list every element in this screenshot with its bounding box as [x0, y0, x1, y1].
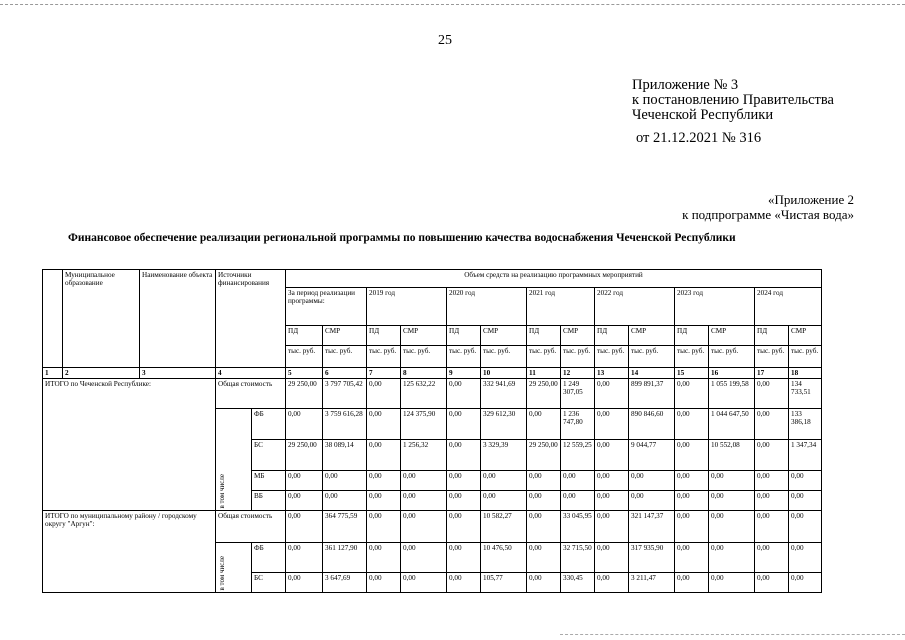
- value-cell: 29 250,00: [527, 379, 561, 409]
- header-year: 2022 год: [595, 288, 675, 326]
- value-cell: 9 044,77: [629, 440, 675, 471]
- value-cell: 0,00: [286, 573, 323, 593]
- in-total-vertical-cell: [216, 409, 252, 511]
- value-cell: 10 582,27: [481, 511, 527, 543]
- column-number: 16: [709, 368, 755, 379]
- value-cell: 0,00: [286, 511, 323, 543]
- value-cell: 0,00: [367, 379, 401, 409]
- header-pd: ПД: [755, 326, 789, 346]
- column-number: 11: [527, 368, 561, 379]
- value-cell: 0,00: [561, 471, 595, 491]
- value-cell: 0,00: [447, 440, 481, 471]
- value-cell: 0,00: [286, 543, 323, 573]
- header-cell: [43, 270, 63, 368]
- header-municipal: Муниципальное образование: [63, 270, 140, 368]
- header-smr: СМР: [481, 326, 527, 346]
- block-republic: [43, 379, 822, 511]
- value-cell: 0,00: [481, 491, 527, 511]
- appendix-2-line: «Приложение 2: [767, 192, 854, 207]
- value-cell: 0,00: [755, 543, 789, 573]
- value-cell: 0,00: [629, 471, 675, 491]
- value-cell: 321 147,37: [629, 511, 675, 543]
- value-cell: 0,00: [675, 471, 709, 491]
- total-row: [43, 511, 822, 543]
- appendix-2-line: к подпрограмме «Чистая вода»: [682, 207, 854, 222]
- column-number: 2: [63, 368, 140, 379]
- header-pd: ПД: [527, 326, 561, 346]
- header-smr: СМР: [629, 326, 675, 346]
- value-cell: 133 386,18: [789, 409, 822, 440]
- value-cell: 0,00: [447, 573, 481, 593]
- value-cell: 0,00: [447, 511, 481, 543]
- value-cell: 0,00: [595, 409, 629, 440]
- value-cell: 329 612,30: [481, 409, 527, 440]
- page-number: 25: [438, 33, 452, 48]
- value-cell: 124 375,90: [401, 409, 447, 440]
- value-cell: 0,00: [709, 471, 755, 491]
- value-cell: 0,00: [675, 573, 709, 593]
- header-year: 2021 год: [527, 288, 595, 326]
- value-cell: 0,00: [675, 440, 709, 471]
- value-cell: 105,77: [481, 573, 527, 593]
- value-cell: 1 347,34: [789, 440, 822, 471]
- block-label: ИТОГО по Чеченской Республике:: [43, 379, 216, 511]
- value-cell: 317 935,90: [629, 543, 675, 573]
- value-cell: 0,00: [755, 471, 789, 491]
- appendix-3-line: Приложение № 3: [632, 77, 739, 93]
- value-cell: 0,00: [755, 491, 789, 511]
- value-cell: 10 552,08: [709, 440, 755, 471]
- header-smr: СМР: [789, 326, 822, 346]
- value-cell: 0,00: [286, 471, 323, 491]
- value-cell: 1 256,32: [401, 440, 447, 471]
- header-smr: СМР: [561, 326, 595, 346]
- source-label: БС: [252, 573, 286, 593]
- value-cell: 1 055 199,58: [709, 379, 755, 409]
- header-source: Источники финансирования: [216, 270, 286, 368]
- value-cell: 1 044 647,50: [709, 409, 755, 440]
- value-cell: 0,00: [595, 379, 629, 409]
- value-cell: 0,00: [367, 471, 401, 491]
- header-unit: тыс. руб.: [367, 346, 401, 368]
- total-label: Общая стоимость: [216, 511, 286, 543]
- in-total-vertical-label: в том числе: [218, 474, 226, 509]
- column-number: 1: [43, 368, 63, 379]
- value-cell: 361 127,90: [323, 543, 367, 573]
- value-cell: 0,00: [367, 543, 401, 573]
- value-cell: 38 089,14: [323, 440, 367, 471]
- value-cell: 12 559,25: [561, 440, 595, 471]
- column-number: 14: [629, 368, 675, 379]
- value-cell: 0,00: [527, 491, 561, 511]
- value-cell: 3 647,69: [323, 573, 367, 593]
- value-cell: 0,00: [367, 409, 401, 440]
- value-cell: 0,00: [755, 573, 789, 593]
- header-unit: тыс. руб.: [595, 346, 629, 368]
- value-cell: 0,00: [755, 511, 789, 543]
- column-number: 7: [367, 368, 401, 379]
- value-cell: 0,00: [709, 491, 755, 511]
- header-row: [43, 270, 822, 288]
- value-cell: 3 759 616,28: [323, 409, 367, 440]
- value-cell: 0,00: [367, 573, 401, 593]
- header-unit: тыс. руб.: [629, 346, 675, 368]
- value-cell: 0,00: [447, 543, 481, 573]
- header-unit: тыс. руб.: [401, 346, 447, 368]
- appendix-3-header: [632, 78, 834, 146]
- column-number: 8: [401, 368, 447, 379]
- source-label: ВБ: [252, 491, 286, 511]
- header-pd: ПД: [286, 326, 323, 346]
- appendix-2-header: [682, 192, 854, 222]
- value-cell: 0,00: [755, 409, 789, 440]
- column-number: 10: [481, 368, 527, 379]
- value-cell: 0,00: [527, 409, 561, 440]
- value-cell: 0,00: [789, 543, 822, 573]
- column-number: 6: [323, 368, 367, 379]
- source-label: МБ: [252, 471, 286, 491]
- value-cell: 0,00: [595, 491, 629, 511]
- header-object: Наименование объекта: [140, 270, 216, 368]
- value-cell: 0,00: [675, 409, 709, 440]
- value-cell: 0,00: [709, 543, 755, 573]
- in-total-vertical-cell: [216, 543, 252, 593]
- value-cell: 0,00: [367, 440, 401, 471]
- value-cell: 32 715,50: [561, 543, 595, 573]
- column-number: 18: [789, 368, 822, 379]
- value-cell: 364 775,59: [323, 511, 367, 543]
- value-cell: 0,00: [675, 543, 709, 573]
- value-cell: 3 329,39: [481, 440, 527, 471]
- value-cell: 0,00: [709, 511, 755, 543]
- value-cell: 3 797 705,42: [323, 379, 367, 409]
- value-cell: 0,00: [527, 573, 561, 593]
- header-pd: ПД: [447, 326, 481, 346]
- value-cell: 899 891,37: [629, 379, 675, 409]
- value-cell: 0,00: [527, 471, 561, 491]
- header-smr: СМР: [323, 326, 367, 346]
- value-cell: 332 941,69: [481, 379, 527, 409]
- header-year: 2019 год: [367, 288, 447, 326]
- value-cell: 0,00: [447, 471, 481, 491]
- value-cell: 890 846,60: [629, 409, 675, 440]
- value-cell: 0,00: [595, 573, 629, 593]
- value-cell: 0,00: [527, 543, 561, 573]
- header-unit: тыс. руб.: [755, 346, 789, 368]
- header-pd: ПД: [367, 326, 401, 346]
- value-cell: 0,00: [367, 511, 401, 543]
- header-unit: тыс. руб.: [709, 346, 755, 368]
- value-cell: 0,00: [755, 440, 789, 471]
- column-number-row: [43, 368, 822, 379]
- value-cell: 1 236 747,80: [561, 409, 595, 440]
- value-cell: 29 250,00: [286, 379, 323, 409]
- header-unit: тыс. руб.: [789, 346, 822, 368]
- value-cell: 125 632,22: [401, 379, 447, 409]
- value-cell: 0,00: [286, 409, 323, 440]
- header-pd: ПД: [675, 326, 709, 346]
- value-cell: 0,00: [595, 440, 629, 471]
- value-cell: 0,00: [401, 573, 447, 593]
- column-number: 15: [675, 368, 709, 379]
- value-cell: 0,00: [447, 491, 481, 511]
- header-pd: ПД: [595, 326, 629, 346]
- value-cell: 10 476,50: [481, 543, 527, 573]
- value-cell: 0,00: [629, 491, 675, 511]
- value-cell: 0,00: [595, 471, 629, 491]
- header-year: 2024 год: [755, 288, 822, 326]
- value-cell: 0,00: [401, 511, 447, 543]
- value-cell: 0,00: [789, 511, 822, 543]
- header-smr: СМР: [401, 326, 447, 346]
- document-title: Финансовое обеспечение реализации региональной программы по повышению качества водоснабжения Чеченской Республики: [68, 232, 736, 244]
- header-year: 2020 год: [447, 288, 527, 326]
- value-cell: 0,00: [286, 491, 323, 511]
- total-label: Общая стоимость: [216, 379, 286, 409]
- value-cell: 0,00: [675, 491, 709, 511]
- header-year: 2023 год: [675, 288, 755, 326]
- appendix-3-line: к постановлению Правительства: [632, 92, 834, 108]
- value-cell: 0,00: [789, 573, 822, 593]
- column-number: 13: [595, 368, 629, 379]
- column-number: 9: [447, 368, 481, 379]
- value-cell: 0,00: [789, 491, 822, 511]
- value-cell: 33 045,95: [561, 511, 595, 543]
- column-number: 4: [216, 368, 286, 379]
- value-cell: 0,00: [709, 573, 755, 593]
- value-cell: 0,00: [401, 491, 447, 511]
- header-period: За период реализации программы:: [286, 288, 367, 326]
- value-cell: 0,00: [401, 471, 447, 491]
- header-unit: тыс. руб.: [527, 346, 561, 368]
- header-unit: тыс. руб.: [323, 346, 367, 368]
- value-cell: 0,00: [323, 471, 367, 491]
- header-volume: Объем средств на реализацию программных мероприятий: [286, 270, 822, 288]
- value-cell: 29 250,00: [286, 440, 323, 471]
- total-row: [43, 379, 822, 409]
- appendix-3-line: от 21.12.2021 № 316: [636, 130, 762, 146]
- value-cell: 0,00: [595, 543, 629, 573]
- value-cell: 0,00: [367, 491, 401, 511]
- scan-noise-bottom: [560, 634, 905, 637]
- source-label: БС: [252, 440, 286, 471]
- value-cell: 0,00: [789, 471, 822, 491]
- source-label: ФБ: [252, 543, 286, 573]
- value-cell: 0,00: [401, 543, 447, 573]
- header-unit: тыс. руб.: [561, 346, 595, 368]
- column-number: 17: [755, 368, 789, 379]
- column-number: 3: [140, 368, 216, 379]
- value-cell: 0,00: [675, 511, 709, 543]
- header-unit: тыс. руб.: [447, 346, 481, 368]
- block-label: ИТОГО по муниципальному району / городскому округу "Аргун":: [43, 511, 216, 593]
- value-cell: 1 249 307,05: [561, 379, 595, 409]
- value-cell: 0,00: [675, 379, 709, 409]
- block-argun: [43, 511, 822, 593]
- value-cell: 134 733,51: [789, 379, 822, 409]
- column-number: 5: [286, 368, 323, 379]
- value-cell: 0,00: [447, 379, 481, 409]
- value-cell: 29 250,00: [527, 440, 561, 471]
- value-cell: 0,00: [755, 379, 789, 409]
- value-cell: 0,00: [561, 491, 595, 511]
- value-cell: 0,00: [481, 471, 527, 491]
- header-unit: тыс. руб.: [675, 346, 709, 368]
- value-cell: 0,00: [527, 511, 561, 543]
- scan-noise-top: [0, 4, 905, 7]
- header-smr: СМР: [709, 326, 755, 346]
- header-unit: тыс. руб.: [286, 346, 323, 368]
- value-cell: 0,00: [595, 511, 629, 543]
- value-cell: 0,00: [323, 491, 367, 511]
- value-cell: 3 211,47: [629, 573, 675, 593]
- value-cell: 330,45: [561, 573, 595, 593]
- value-cell: 0,00: [447, 409, 481, 440]
- source-label: ФБ: [252, 409, 286, 440]
- appendix-3-line: Чеченской Республики: [632, 107, 774, 123]
- financing-table: [42, 269, 822, 593]
- header-unit: тыс. руб.: [481, 346, 527, 368]
- column-number: 12: [561, 368, 595, 379]
- in-total-vertical-label: в том числе: [218, 556, 226, 591]
